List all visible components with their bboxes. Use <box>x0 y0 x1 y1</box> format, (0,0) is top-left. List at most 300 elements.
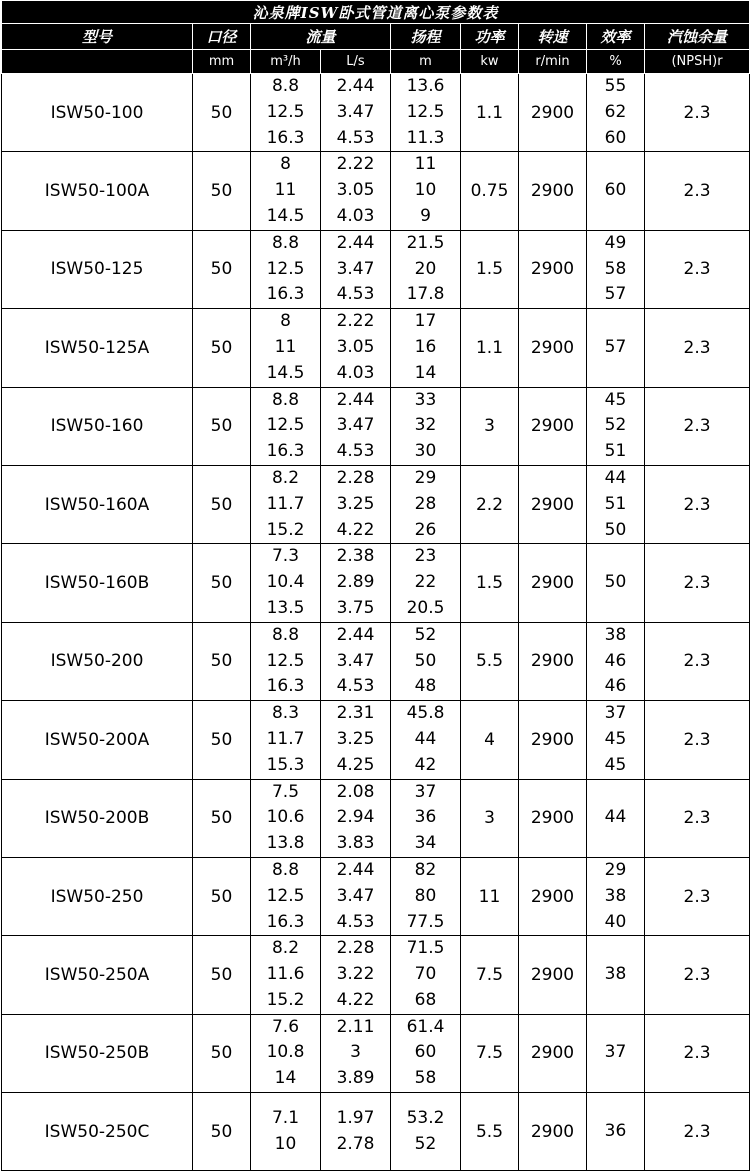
cell-power: 5.5 <box>461 622 519 700</box>
cell-model: ISW50-250A <box>2 936 193 1014</box>
cell-head-value: 17 <box>414 311 437 332</box>
cell-flow-m3h <box>251 701 321 779</box>
cell-head <box>391 701 461 779</box>
cell-efficiency <box>587 1014 645 1092</box>
cell-npsh: 2.3 <box>645 309 750 387</box>
cell-efficiency-value: 51 <box>604 441 627 462</box>
table-row <box>2 465 750 543</box>
cell-head-value: 21.5 <box>406 232 445 253</box>
cell-speed: 2900 <box>519 936 587 1014</box>
cell-head-value: 37 <box>414 781 437 802</box>
cell-efficiency-value: 38 <box>604 624 627 645</box>
cell-model: ISW50-200B <box>2 779 193 857</box>
unit-speed: r/min <box>519 50 587 74</box>
table-row <box>2 622 750 700</box>
cell-efficiency-value: 57 <box>604 336 627 357</box>
cell-speed: 2900 <box>519 387 587 465</box>
cell-speed: 2900 <box>519 465 587 543</box>
cell-speed: 2900 <box>519 309 587 387</box>
header-model: 型号 <box>2 24 193 50</box>
cell-flow-m3h-value: 16.3 <box>266 441 305 462</box>
cell-head-value: 17.8 <box>406 284 445 305</box>
cell-flow-m3h-value: 16.3 <box>266 676 305 697</box>
cell-efficiency <box>587 152 645 230</box>
cell-head-value: 26 <box>414 519 437 540</box>
cell-npsh: 2.3 <box>645 230 750 308</box>
cell-flow-ls <box>321 230 391 308</box>
cell-flow-ls <box>321 1014 391 1092</box>
cell-flow-m3h-value: 10 <box>274 1133 297 1154</box>
cell-efficiency-value: 46 <box>604 676 627 697</box>
cell-head-value: 44 <box>414 728 437 749</box>
cell-head-value: 30 <box>414 441 437 462</box>
cell-head <box>391 1093 461 1171</box>
cell-npsh: 2.3 <box>645 465 750 543</box>
cell-flow-ls-value: 3.89 <box>336 1068 375 1089</box>
cell-flow-ls-value: 4.53 <box>336 441 375 462</box>
cell-flow-m3h-value: 14 <box>274 1068 297 1089</box>
cell-flow-m3h-value: 15.2 <box>266 989 305 1010</box>
cell-flow-m3h-value: 7.3 <box>271 546 300 567</box>
cell-head-value: 12.5 <box>406 101 445 122</box>
cell-head-value: 11.3 <box>406 127 445 148</box>
cell-flow-m3h-value: 12.5 <box>266 258 305 279</box>
cell-flow-ls-value: 2.28 <box>336 938 375 959</box>
cell-flow-m3h <box>251 622 321 700</box>
cell-flow-ls-value: 4.53 <box>336 284 375 305</box>
cell-flow-ls <box>321 152 391 230</box>
cell-flow-m3h-value: 8 <box>280 154 291 175</box>
cell-model: ISW50-125A <box>2 309 193 387</box>
cell-diameter: 50 <box>193 779 251 857</box>
table-title: 沁泉牌ISW卧式管道离心泵参数表 <box>2 1 750 24</box>
cell-flow-ls-value: 3.47 <box>336 415 375 436</box>
cell-flow-ls-value: 3.47 <box>336 258 375 279</box>
cell-head-value: 70 <box>414 964 437 985</box>
unit-model-empty <box>2 50 193 74</box>
header-head: 扬程 <box>391 24 461 50</box>
cell-flow-m3h-value: 7.6 <box>271 1016 300 1037</box>
cell-flow-ls <box>321 1093 391 1171</box>
cell-speed: 2900 <box>519 1014 587 1092</box>
table-row <box>2 387 750 465</box>
cell-efficiency-value: 49 <box>604 232 627 253</box>
cell-efficiency-value: 60 <box>604 127 627 148</box>
cell-diameter: 50 <box>193 1093 251 1171</box>
cell-flow-m3h <box>251 1093 321 1171</box>
cell-flow-m3h <box>251 152 321 230</box>
cell-model: ISW50-250B <box>2 1014 193 1092</box>
cell-flow-m3h-value: 11.7 <box>266 728 305 749</box>
cell-efficiency-value: 44 <box>604 807 627 828</box>
table-row <box>2 152 750 230</box>
cell-head <box>391 74 461 152</box>
unit-efficiency: % <box>587 50 645 74</box>
cell-efficiency <box>587 1093 645 1171</box>
cell-efficiency-value: 51 <box>604 493 627 514</box>
cell-head-value: 58 <box>414 1068 437 1089</box>
cell-flow-m3h-value: 12.5 <box>266 415 305 436</box>
cell-head <box>391 387 461 465</box>
cell-model: ISW50-100 <box>2 74 193 152</box>
cell-diameter: 50 <box>193 465 251 543</box>
cell-head-value: 13.6 <box>406 76 445 96</box>
cell-efficiency <box>587 387 645 465</box>
cell-power: 1.1 <box>461 74 519 152</box>
cell-efficiency-value: 38 <box>604 964 627 985</box>
cell-flow-m3h <box>251 544 321 622</box>
cell-flow-ls-value: 3.47 <box>336 650 375 671</box>
cell-head-value: 9 <box>420 205 431 226</box>
cell-diameter: 50 <box>193 74 251 152</box>
cell-model: ISW50-125 <box>2 230 193 308</box>
cell-model: ISW50-160A <box>2 465 193 543</box>
cell-flow-m3h-value: 8.8 <box>271 76 300 96</box>
cell-model: ISW50-160 <box>2 387 193 465</box>
cell-flow-ls <box>321 701 391 779</box>
cell-flow-m3h-value: 8.3 <box>271 703 300 724</box>
cell-flow-ls <box>321 309 391 387</box>
cell-npsh: 2.3 <box>645 622 750 700</box>
cell-power: 7.5 <box>461 936 519 1014</box>
cell-head-value: 61.4 <box>406 1016 445 1037</box>
cell-npsh: 2.3 <box>645 152 750 230</box>
cell-head <box>391 622 461 700</box>
cell-flow-m3h-value: 16.3 <box>266 284 305 305</box>
cell-head-value: 60 <box>414 1042 437 1063</box>
cell-head <box>391 857 461 935</box>
cell-flow-m3h-value: 16.3 <box>266 911 305 932</box>
cell-flow-ls-value: 2.22 <box>336 311 375 332</box>
cell-power: 1.1 <box>461 309 519 387</box>
cell-flow-m3h-value: 7.1 <box>271 1107 300 1128</box>
cell-flow-m3h <box>251 779 321 857</box>
cell-diameter: 50 <box>193 1014 251 1092</box>
cell-efficiency <box>587 230 645 308</box>
cell-flow-m3h-value: 12.5 <box>266 650 305 671</box>
cell-head-value: 68 <box>414 989 437 1010</box>
cell-flow-ls-value: 2.78 <box>336 1133 375 1154</box>
cell-flow-m3h-value: 8.8 <box>271 859 300 880</box>
cell-power: 4 <box>461 701 519 779</box>
cell-flow-m3h <box>251 230 321 308</box>
cell-head-value: 48 <box>414 676 437 697</box>
cell-head-value: 42 <box>414 754 437 775</box>
table-row <box>2 1014 750 1092</box>
cell-flow-ls-value: 4.22 <box>336 989 375 1010</box>
cell-flow-m3h-value: 15.3 <box>266 754 305 775</box>
cell-power: 2.2 <box>461 465 519 543</box>
cell-flow-m3h-value: 8.8 <box>271 232 300 253</box>
cell-flow-ls-value: 3.83 <box>336 833 375 854</box>
cell-speed: 2900 <box>519 152 587 230</box>
cell-efficiency-value: 46 <box>604 650 627 671</box>
cell-efficiency-value: 50 <box>604 519 627 540</box>
cell-model: ISW50-100A <box>2 152 193 230</box>
cell-head-value: 36 <box>414 807 437 828</box>
cell-flow-ls-value: 4.22 <box>336 519 375 540</box>
cell-npsh: 2.3 <box>645 74 750 152</box>
table-row <box>2 857 750 935</box>
cell-efficiency-value: 60 <box>604 180 627 201</box>
cell-head-value: 23 <box>414 546 437 567</box>
cell-head-value: 22 <box>414 572 437 593</box>
cell-power: 3 <box>461 779 519 857</box>
cell-head-value: 33 <box>414 389 437 410</box>
cell-head <box>391 230 461 308</box>
cell-npsh: 2.3 <box>645 701 750 779</box>
cell-flow-m3h <box>251 309 321 387</box>
header-npsh: 汽蚀余量 <box>645 24 750 50</box>
cell-efficiency-value: 52 <box>604 415 627 436</box>
cell-efficiency <box>587 622 645 700</box>
cell-flow-ls-value: 2.44 <box>336 389 375 410</box>
cell-power: 7.5 <box>461 1014 519 1092</box>
cell-speed: 2900 <box>519 544 587 622</box>
cell-head-value: 77.5 <box>406 911 445 932</box>
cell-head-value: 34 <box>414 833 437 854</box>
cell-flow-m3h-value: 11.6 <box>266 964 305 985</box>
cell-flow-m3h-value: 8.8 <box>271 389 300 410</box>
cell-flow-m3h-value: 13.8 <box>266 833 305 854</box>
table-row <box>2 936 750 1014</box>
cell-power: 1.5 <box>461 230 519 308</box>
cell-flow-ls <box>321 779 391 857</box>
unit-head: m <box>391 50 461 74</box>
cell-npsh: 2.3 <box>645 779 750 857</box>
cell-npsh: 2.3 <box>645 1093 750 1171</box>
cell-flow-ls-value: 2.38 <box>336 546 375 567</box>
unit-flow-m3h: m³/h <box>251 50 321 74</box>
cell-power: 1.5 <box>461 544 519 622</box>
cell-head <box>391 1014 461 1092</box>
table-row <box>2 74 750 152</box>
cell-flow-ls-value: 3.22 <box>336 964 375 985</box>
cell-diameter: 50 <box>193 622 251 700</box>
cell-speed: 2900 <box>519 622 587 700</box>
cell-flow-m3h-value: 14.5 <box>266 205 305 226</box>
cell-power: 11 <box>461 857 519 935</box>
cell-efficiency <box>587 309 645 387</box>
cell-head-value: 53.2 <box>406 1107 445 1128</box>
cell-head-value: 14 <box>414 362 437 383</box>
cell-power: 0.75 <box>461 152 519 230</box>
cell-flow-ls <box>321 936 391 1014</box>
cell-model: ISW50-250C <box>2 1093 193 1171</box>
cell-flow-ls-value: 2.44 <box>336 859 375 880</box>
cell-npsh: 2.3 <box>645 387 750 465</box>
header-diameter: 口径 <box>193 24 251 50</box>
cell-efficiency-value: 57 <box>604 284 627 305</box>
cell-flow-ls <box>321 622 391 700</box>
cell-head-value: 28 <box>414 493 437 514</box>
cell-efficiency <box>587 74 645 152</box>
cell-head-value: 52 <box>414 624 437 645</box>
cell-flow-ls-value: 3.75 <box>336 597 375 618</box>
cell-efficiency-value: 45 <box>604 389 627 410</box>
unit-flow-ls: L/s <box>321 50 391 74</box>
table-row <box>2 701 750 779</box>
cell-flow-ls-value: 2.22 <box>336 154 375 175</box>
cell-efficiency-value: 37 <box>604 1042 627 1063</box>
cell-power: 5.5 <box>461 1093 519 1171</box>
cell-head-value: 32 <box>414 415 437 436</box>
cell-head-value: 71.5 <box>406 938 445 959</box>
cell-flow-m3h-value: 15.2 <box>266 519 305 540</box>
cell-head-value: 10 <box>414 180 437 201</box>
cell-speed: 2900 <box>519 701 587 779</box>
cell-flow-m3h <box>251 74 321 152</box>
cell-flow-ls <box>321 74 391 152</box>
pump-parameter-table <box>1 0 750 1171</box>
cell-diameter: 50 <box>193 544 251 622</box>
cell-flow-m3h-value: 10.8 <box>266 1042 305 1063</box>
cell-flow-m3h-value: 13.5 <box>266 597 305 618</box>
unit-npsh: (NPSH)r <box>645 50 750 74</box>
cell-flow-m3h <box>251 936 321 1014</box>
cell-flow-ls-value: 3.05 <box>336 180 375 201</box>
cell-efficiency-value: 38 <box>604 885 627 906</box>
cell-efficiency-value: 45 <box>604 728 627 749</box>
cell-flow-ls <box>321 857 391 935</box>
cell-flow-m3h-value: 12.5 <box>266 885 305 906</box>
header-efficiency: 效率 <box>587 24 645 50</box>
cell-flow-ls-value: 4.03 <box>336 362 375 383</box>
cell-flow-ls-value: 2.94 <box>336 807 375 828</box>
cell-flow-m3h <box>251 465 321 543</box>
cell-flow-m3h <box>251 1014 321 1092</box>
cell-flow-ls-value: 4.25 <box>336 754 375 775</box>
cell-model: ISW50-160B <box>2 544 193 622</box>
cell-flow-ls-value: 3.25 <box>336 493 375 514</box>
cell-head-value: 80 <box>414 885 437 906</box>
cell-efficiency-value: 62 <box>604 101 627 122</box>
cell-efficiency-value: 50 <box>604 572 627 593</box>
cell-flow-ls-value: 4.03 <box>336 205 375 226</box>
cell-efficiency <box>587 857 645 935</box>
cell-speed: 2900 <box>519 1093 587 1171</box>
cell-efficiency-value: 44 <box>604 467 627 488</box>
cell-head-value: 11 <box>414 154 437 175</box>
cell-head-value: 82 <box>414 859 437 880</box>
cell-flow-ls-value: 2.44 <box>336 232 375 253</box>
cell-head <box>391 544 461 622</box>
cell-efficiency <box>587 544 645 622</box>
cell-flow-ls <box>321 387 391 465</box>
cell-flow-m3h-value: 10.4 <box>266 572 305 593</box>
cell-npsh: 2.3 <box>645 1014 750 1092</box>
cell-flow-ls-value: 2.31 <box>336 703 375 724</box>
cell-npsh: 2.3 <box>645 544 750 622</box>
header-speed: 转速 <box>519 24 587 50</box>
header-power: 功率 <box>461 24 519 50</box>
cell-power: 3 <box>461 387 519 465</box>
cell-flow-ls-value: 2.44 <box>336 76 375 96</box>
cell-flow-m3h <box>251 387 321 465</box>
cell-diameter: 50 <box>193 309 251 387</box>
cell-head <box>391 152 461 230</box>
cell-diameter: 50 <box>193 857 251 935</box>
cell-flow-ls-value: 3.47 <box>336 101 375 122</box>
cell-efficiency <box>587 701 645 779</box>
unit-power: kw <box>461 50 519 74</box>
cell-flow-ls-value: 4.53 <box>336 676 375 697</box>
header-flow: 流量 <box>251 24 391 50</box>
cell-head <box>391 465 461 543</box>
cell-efficiency-value: 45 <box>604 754 627 775</box>
cell-efficiency <box>587 936 645 1014</box>
cell-npsh: 2.3 <box>645 857 750 935</box>
cell-flow-ls-value: 3.25 <box>336 728 375 749</box>
cell-flow-ls-value: 4.53 <box>336 127 375 148</box>
cell-efficiency-value: 58 <box>604 258 627 279</box>
cell-flow-m3h-value: 8.8 <box>271 624 300 645</box>
cell-flow-m3h-value: 10.6 <box>266 807 305 828</box>
cell-efficiency-value: 29 <box>604 859 627 880</box>
unit-diameter: mm <box>193 50 251 74</box>
cell-diameter: 50 <box>193 701 251 779</box>
cell-speed: 2900 <box>519 74 587 152</box>
cell-model: ISW50-200A <box>2 701 193 779</box>
cell-flow-ls-value: 2.89 <box>336 572 375 593</box>
cell-head <box>391 936 461 1014</box>
cell-flow-m3h-value: 8.2 <box>271 938 300 959</box>
cell-flow-m3h-value: 11.7 <box>266 493 305 514</box>
cell-head-value: 20.5 <box>406 597 445 618</box>
cell-flow-ls-value: 2.08 <box>336 781 375 802</box>
cell-efficiency-value: 40 <box>604 911 627 932</box>
cell-flow-m3h <box>251 857 321 935</box>
cell-flow-ls-value: 2.28 <box>336 467 375 488</box>
cell-head-value: 20 <box>414 258 437 279</box>
cell-head-value: 16 <box>414 336 437 357</box>
cell-head-value: 52 <box>414 1133 437 1154</box>
cell-model: ISW50-250 <box>2 857 193 935</box>
cell-head-value: 50 <box>414 650 437 671</box>
cell-head-value: 45.8 <box>406 703 445 724</box>
table-row <box>2 1093 750 1171</box>
cell-flow-ls-value: 2.44 <box>336 624 375 645</box>
cell-flow-ls-value: 3.05 <box>336 336 375 357</box>
table-row <box>2 309 750 387</box>
table-row <box>2 544 750 622</box>
cell-flow-ls-value: 4.53 <box>336 911 375 932</box>
cell-flow-m3h-value: 11 <box>274 180 297 201</box>
cell-head <box>391 779 461 857</box>
cell-efficiency-value: 36 <box>604 1120 627 1141</box>
cell-diameter: 50 <box>193 387 251 465</box>
cell-efficiency <box>587 465 645 543</box>
cell-flow-ls-value: 3 <box>350 1042 361 1063</box>
cell-flow-m3h-value: 7.5 <box>271 781 300 802</box>
cell-flow-m3h-value: 8 <box>280 311 291 332</box>
cell-flow-ls <box>321 544 391 622</box>
cell-speed: 2900 <box>519 857 587 935</box>
cell-flow-m3h-value: 12.5 <box>266 101 305 122</box>
cell-diameter: 50 <box>193 152 251 230</box>
cell-flow-ls <box>321 465 391 543</box>
cell-head-value: 29 <box>414 467 437 488</box>
cell-flow-m3h-value: 8.2 <box>271 467 300 488</box>
cell-diameter: 50 <box>193 230 251 308</box>
cell-flow-ls-value: 1.97 <box>336 1107 375 1128</box>
cell-head <box>391 309 461 387</box>
cell-speed: 2900 <box>519 230 587 308</box>
cell-efficiency-value: 37 <box>604 703 627 724</box>
table-row <box>2 779 750 857</box>
cell-flow-ls-value: 3.47 <box>336 885 375 906</box>
cell-speed: 2900 <box>519 779 587 857</box>
